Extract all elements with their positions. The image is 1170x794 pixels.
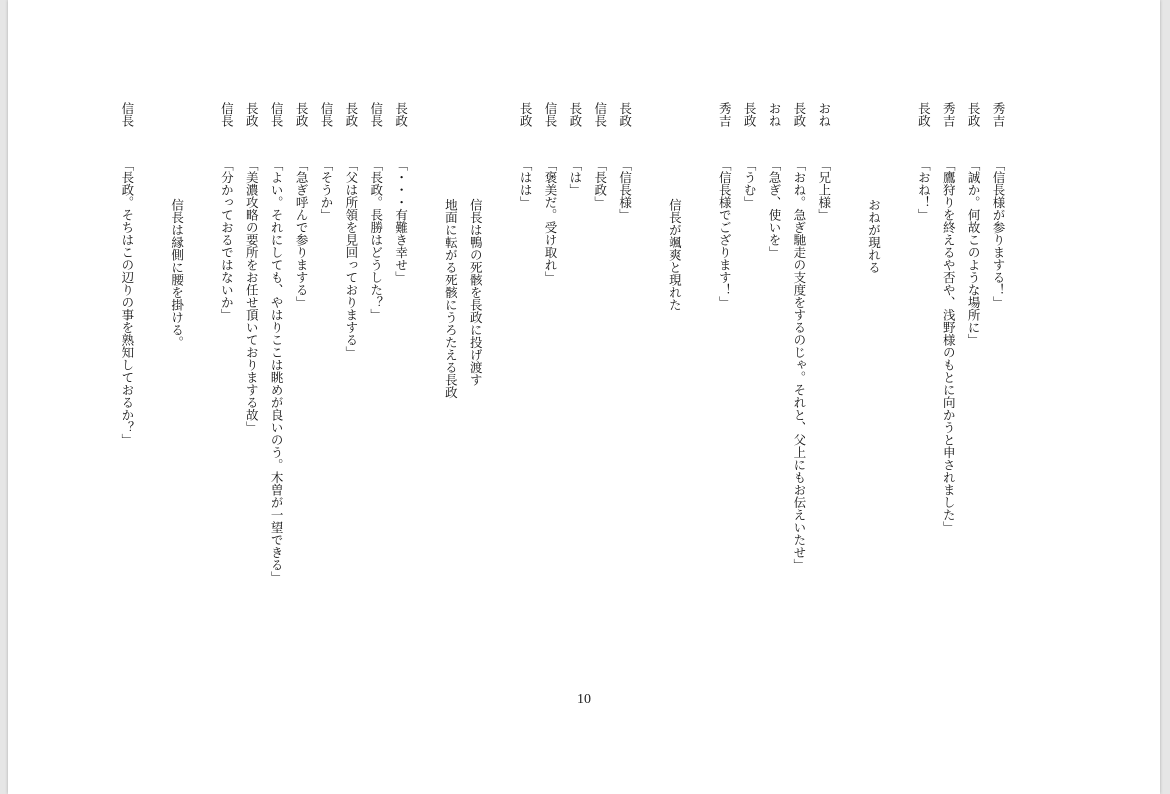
blank-line — [487, 102, 512, 662]
speaker-name: 信長 — [318, 102, 334, 127]
dialogue-line — [214, 102, 239, 662]
speaker-name: 長政 — [742, 102, 758, 127]
stage-direction — [662, 102, 687, 662]
dialogue-text: 「急ぎ呼んで参りまする」 — [294, 158, 310, 309]
dialogue-text: 「信長様が参りまする！」 — [991, 158, 1006, 309]
speaker-name: 長政 — [916, 102, 932, 127]
speaker-name: 秀吉 — [941, 102, 957, 127]
speaker-name: 長政 — [617, 102, 633, 127]
speaker-name: 信長 — [219, 102, 235, 127]
dialogue-line — [388, 102, 413, 662]
speaker-name: 信長 — [592, 102, 608, 127]
dialogue-line — [562, 102, 587, 662]
blank-line — [413, 102, 438, 662]
dialogue-line — [114, 102, 139, 662]
dialogue-line — [338, 102, 363, 662]
dialogue-line — [736, 102, 761, 662]
speaker-name: 長政 — [294, 102, 310, 127]
dialogue-line — [363, 102, 388, 662]
dialogue-text: 「信長様」 — [617, 158, 633, 221]
dialogue-text: 「父は所領を見回っておりまする」 — [343, 158, 359, 359]
blank-line — [189, 102, 214, 662]
speaker-name: 長政 — [966, 102, 982, 127]
speaker-name: おね — [816, 102, 832, 127]
dialogue-text: 「よい。それにしても、やはりここは眺めが良いのう。木曽が一望できる」 — [269, 158, 285, 584]
dialogue-text: 「そうか」 — [318, 158, 334, 221]
stage-direction — [462, 102, 487, 662]
speaker-name: 長政 — [518, 102, 534, 127]
stage-direction — [861, 102, 886, 662]
dialogue-text: 「急ぎ、使いを」 — [766, 158, 782, 259]
dialogue-text: 「はは」 — [518, 158, 534, 209]
direction-text: 信長が颯爽と現れた — [667, 198, 683, 311]
dialogue-text: 「は」 — [567, 158, 583, 196]
speaker-name: 長政 — [791, 102, 807, 127]
dialogue-line — [512, 102, 537, 662]
speaker-name: 信長 — [119, 102, 135, 127]
speaker-name: 長政 — [567, 102, 583, 127]
blank-line — [886, 102, 911, 662]
dialogue-line — [935, 102, 960, 662]
speaker-name: 長政 — [393, 102, 409, 127]
dialogue-text: 「鷹狩りを終えるや否や、浅野様のもとに向かうと申されました」 — [941, 158, 957, 534]
dialogue-line — [711, 102, 736, 662]
dialogue-text: 「褒美だ。受け取れ」 — [542, 158, 558, 284]
stage-direction — [438, 102, 463, 662]
speaker-name: 信長 — [269, 102, 285, 127]
document-page — [8, 0, 1160, 794]
speaker-name: 信長 — [542, 102, 558, 127]
dialogue-text: 「長政」 — [592, 158, 608, 209]
blank-line — [637, 102, 662, 662]
dialogue-text: 「おね。急ぎ馳走の支度をするのじゃ。それと、父上にもお伝えいたせ」 — [791, 158, 807, 571]
speaker-name: 信長 — [368, 102, 384, 127]
dialogue-line — [960, 102, 985, 662]
dialogue-text: 「おね！」 — [916, 158, 932, 221]
dialogue-line — [313, 102, 338, 662]
dialogue-text: 「信長様でござります！」 — [717, 158, 733, 309]
dialogue-text: 「兄上様」 — [816, 158, 832, 221]
dialogue-line — [985, 102, 1010, 662]
dialogue-line — [587, 102, 612, 662]
dialogue-text: 「誠か。何故このような場所に」 — [966, 158, 982, 346]
dialogue-line — [786, 102, 811, 662]
dialogue-line — [238, 102, 263, 662]
dialogue-line — [263, 102, 288, 662]
speaker-name: 秀吉 — [717, 102, 733, 127]
speaker-name: おね — [766, 102, 782, 127]
speaker-name: 長政 — [244, 102, 260, 127]
dialogue-text: 「美濃攻略の要所をお任せ頂いておりまする故」 — [244, 158, 260, 434]
dialogue-line — [612, 102, 637, 662]
speaker-name: 長政 — [343, 102, 359, 127]
blank-line — [139, 102, 164, 662]
dialogue-text: 「長政。長勝はどうした？」 — [368, 158, 384, 321]
dialogue-line — [761, 102, 786, 662]
page-number: 10 — [577, 692, 591, 707]
direction-text: 地面に転がる死骸にうろたえる長政 — [443, 198, 459, 399]
direction-text: 信長は鴨の死骸を長政に投げ渡す — [468, 198, 484, 386]
dialogue-line — [288, 102, 313, 662]
dialogue-text: 「長政。そちはこの辺りの事を熟知しておるか？」 — [119, 158, 135, 446]
dialogue-line — [811, 102, 836, 662]
dialogue-line — [537, 102, 562, 662]
dialogue-text: 「分かっておるではないか」 — [219, 158, 235, 321]
speaker-name: 秀吉 — [991, 102, 1006, 127]
blank-line — [686, 102, 711, 662]
script-body — [114, 102, 1010, 662]
direction-text: おねが現れる — [866, 198, 882, 274]
dialogue-line — [910, 102, 935, 662]
dialogue-text: 「うむ」 — [742, 158, 758, 209]
blank-line — [836, 102, 861, 662]
stage-direction — [164, 102, 189, 662]
dialogue-text: 「・・・有難き幸せ」 — [393, 158, 409, 284]
direction-text: 信長は縁側に腰を掛ける。 — [169, 198, 185, 349]
